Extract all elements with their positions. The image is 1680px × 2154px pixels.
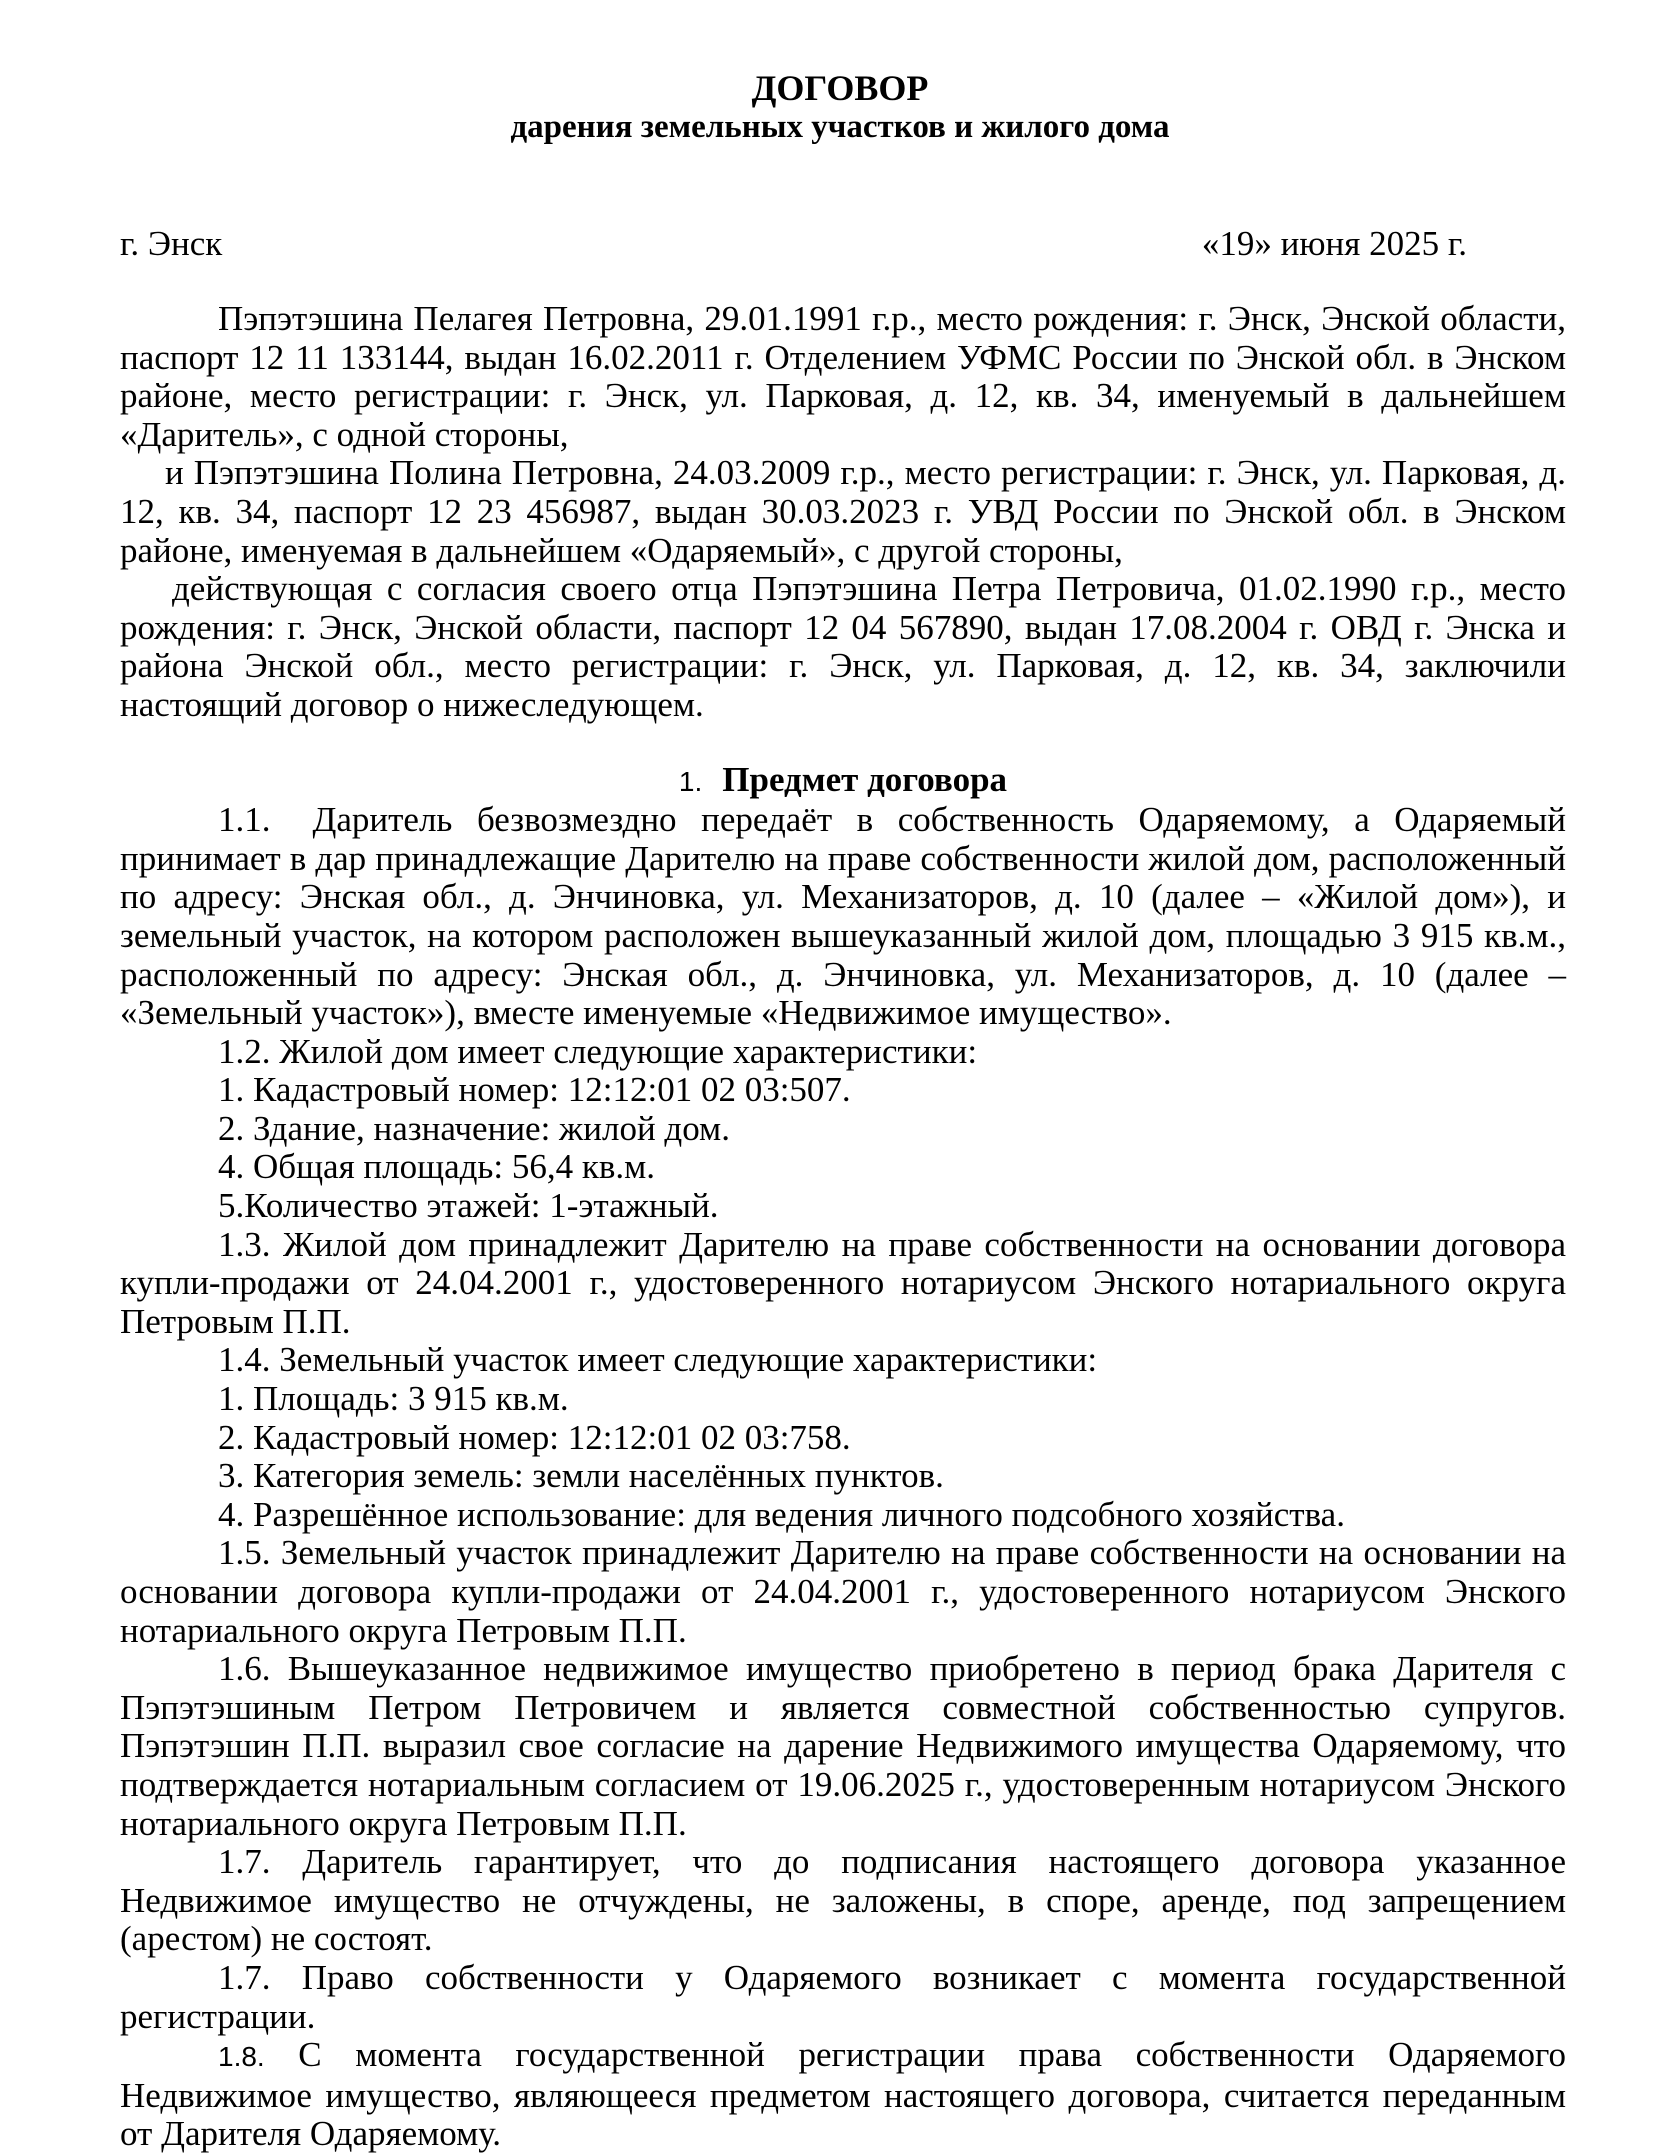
section-title: Предмет договора [722, 759, 1008, 799]
document-subtitle: дарения земельных участков и жилого дома [510, 109, 1170, 145]
clause-1-2: 1.2. Жилой дом имеет следующие характеристики: [218, 1031, 978, 1071]
clause-1-6: 1.6. Вышеуказанное недвижимое имущество приобретено в период брака Дарителя с Пэпэтэшиным Петром Петровичем и является совместной собственностью супругов. Пэпэтэшин П.П. выразил свое согласие на дарение Недвижимого имущества Одаряемому, что подтверждается нотариальным согласием от 19.06.2025 г., удостоверенным нотариусом Энского нотариального округа Петровым П.П. [120, 1649, 1566, 1843]
date: «19» июня 2025 г. [1201, 224, 1467, 263]
clause-1-5: 1.5. Земельный участок принадлежит Дарителю на праве собственности на основании на основании договора купли-продажи от 24.04.2001 г., удостоверенного нотариусом Энского нотариального округа Петровым П.П. [120, 1533, 1566, 1650]
clause-number: 1.1. [218, 800, 271, 840]
intro-paragraph: действующая с согласия своего отца Пэпэтэшина Петра Петровича, 01.02.1990 г.р., место рождения: г. Энск, Энской области, паспорт 12 04 567890, выдан 17.08.2004 г. ОВД г. Энска и района Энской обл., место регистрации: г. Энск, ул. Парковая, д. 12, кв. 34, заключили настоящий договор о нижеследующем. [120, 569, 1566, 724]
land-item: 2. Кадастровый номер: 12:12:01 02 03:758. [218, 1417, 851, 1457]
intro-paragraph: и Пэпэтэшина Полина Петровна, 24.03.2009 г.р., место регистрации: г. Энск, ул. Парковая, д. 12, кв. 34, паспорт 12 23 456987, выдан 30.03.2023 г. УВД России по Энской обл. в Энском районе, именуемая в дальнейшем «Одаряемый», с другой стороны, [120, 453, 1566, 570]
clause-1-8 [120, 2036, 1566, 2154]
clause-1-3: 1.3. Жилой дом принадлежит Дарителю на праве собственности на основании договора купли-продажи от 24.04.2001 г., удостоверенного нотариусом Энского нотариального округа Петровым П.П. [120, 1224, 1566, 1341]
clause-1-4: 1.4. Земельный участок имеет следующие характеристики: [218, 1340, 1098, 1380]
house-item: 2. Здание, назначение: жилой дом. [218, 1108, 730, 1148]
section-heading [120, 761, 1566, 802]
document-body [120, 300, 1566, 2154]
intro-paragraph: Пэпэтэшина Пелагея Петровна, 29.01.1991 г.р., место рождения: г. Энск, Энской области, паспорт 12 11 133144, выдан 16.02.2011 г. Отделением УФМС России по Энской обл. в Энском районе, место регистрации: г. Энск, ул. Парковая, д. 12, кв. 34, именуемый в дальнейшем «Даритель», с одной стороны, [120, 299, 1566, 454]
land-item: 1. Площадь: 3 915 кв.м. [218, 1379, 569, 1419]
clause-1-7: 1.7. Даритель гарантирует, что до подписания настоящего договора указанное Недвижимое имущество не отчуждены, не заложены, в споре, аренде, под запрещением (арестом) не состоят. [120, 1842, 1566, 1959]
house-item: 4. Общая площадь: 56,4 кв.м. [218, 1147, 656, 1187]
clause-1-7-second: 1.7. Право собственности у Одаряемого возникает с момента государственной регистрации. [120, 1957, 1566, 2036]
clause-number: 1.8. [218, 2041, 265, 2073]
section-number: 1. [678, 765, 703, 797]
house-item: 5.Количество этажей: 1-этажный. [218, 1186, 719, 1226]
clause-1-1 [120, 801, 1566, 1033]
document-title: ДОГОВОР [751, 68, 929, 108]
clause-text: Даритель безвозмездно передаёт в собственность Одаряемому, а Одаряемый принимает в дар принадлежащие Дарителю на праве собственности жилой дом, расположенный по адресу: Энская обл., д. Энчиновка, ул. Механизаторов, д. 10 (далее – «Жилой дом»), и земельный участок, на котором расположен вышеуказанный жилой дом, площадью 3 915 кв.м., расположенный по адресу: Энская обл., д. Энчиновка, ул. Механизаторов, д. 10 (далее – «Земельный участок»), вместе именуемые «Недвижимое имущество». [120, 800, 1566, 1033]
clause-text: С момента государственной регистрации права собственности Одаряемого Недвижимое имущество, являющееся предметом настоящего договора, считается переданным от Дарителя Одаряемому. [120, 2035, 1566, 2154]
land-item: 3. Категория земель: земли населённых пунктов. [218, 1456, 944, 1496]
land-item: 4. Разрешённое использование: для ведения личного подсобного хозяйства. [218, 1494, 1345, 1534]
city: г. Энск [120, 224, 223, 263]
house-item: 1. Кадастровый номер: 12:12:01 02 03:507. [218, 1070, 851, 1110]
